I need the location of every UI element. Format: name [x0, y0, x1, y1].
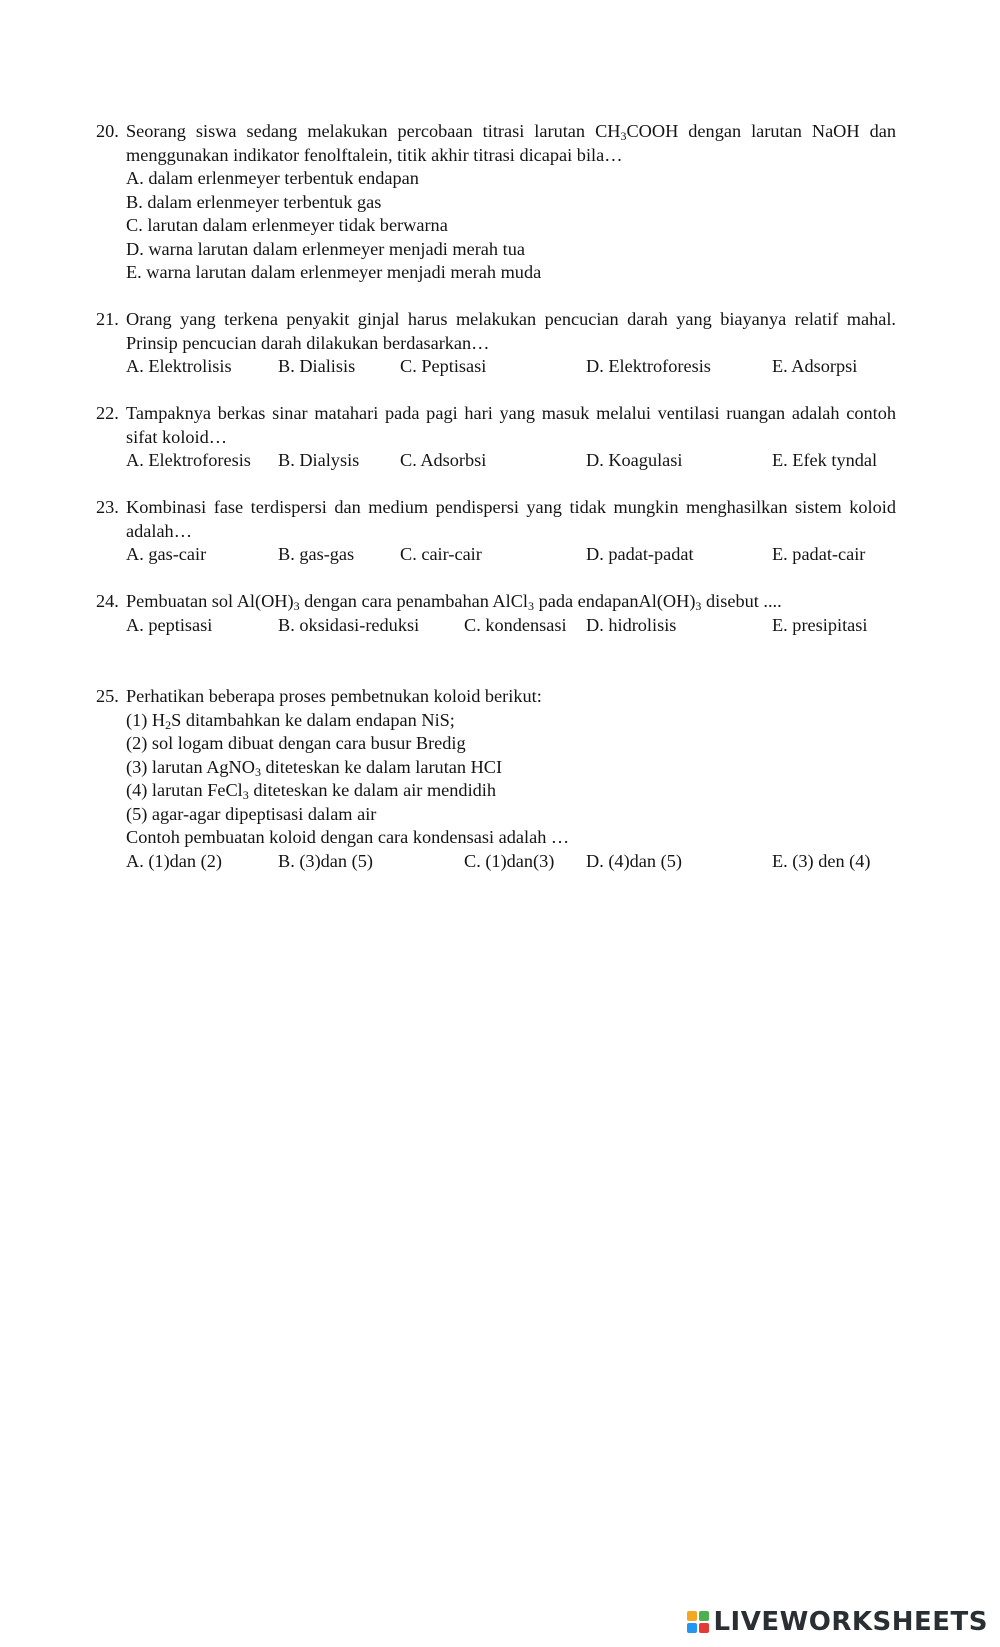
statement-text: (4) larutan FeCl	[126, 780, 243, 800]
option-a[interactable]: A. peptisasi	[126, 614, 213, 635]
options-row	[126, 614, 896, 638]
option-c[interactable]: C. (1)dan(3)	[464, 850, 555, 871]
option-d[interactable]: D. warna larutan dalam erlenmeyer menjadi merah tua	[126, 238, 525, 259]
subscript: 3	[293, 599, 300, 613]
brand-name: LIVEWORKSHEETS	[713, 1607, 988, 1637]
statement-text: (3) larutan AgNO	[126, 756, 255, 777]
options-row	[126, 543, 896, 567]
question-stem: Tampaknya berkas sinar matahari pada pagi hari yang masuk melalui ventilasi ruangan adalah contoh sifat koloid…	[126, 403, 896, 447]
options-row	[126, 355, 896, 379]
option-e[interactable]: E. Adsorpsi	[772, 356, 858, 376]
question-stem: Perhatikan beberapa proses pembetnukan koloid berikut:	[126, 686, 542, 706]
option-e[interactable]: E. warna larutan dalam erlenmeyer menjadi merah muda	[126, 262, 542, 282]
question-stem	[126, 590, 896, 614]
option-b[interactable]: B. dalam erlenmeyer terbentuk gas	[126, 191, 382, 212]
option-b[interactable]: B. oksidasi-reduksi	[278, 614, 420, 635]
statement-4	[96, 779, 896, 803]
question-number: 22.	[96, 403, 119, 423]
option-b[interactable]: B. gas-gas	[278, 544, 355, 564]
statement-2: (2) sol logam dibuat dengan cara busur Bredig	[126, 733, 466, 753]
question-stem	[126, 120, 896, 167]
option-e[interactable]: E. padat-cair	[772, 544, 866, 564]
logo-square-1	[687, 1611, 697, 1621]
option-d[interactable]: D. padat-padat	[586, 544, 694, 564]
question-number: 25.	[96, 686, 119, 706]
option-b[interactable]: B. Dialisis	[278, 356, 356, 376]
subscript: 2	[165, 717, 172, 732]
option-a[interactable]: A. Elektrolisis	[126, 356, 232, 376]
option-c[interactable]: C. cair-cair	[400, 544, 482, 564]
stem-text: Pembuatan sol Al(OH)	[126, 591, 294, 611]
logo-square-4	[699, 1623, 709, 1633]
option-a[interactable]: A. (1)dan (2)	[126, 850, 222, 871]
question-25	[96, 685, 896, 873]
question-number: 20.	[96, 121, 119, 141]
stem-text: Seorang siswa sedang melakukan percobaan titrasi larutan CH	[126, 121, 621, 141]
statement-text: S ditambahkan ke dalam endapan NiS;	[171, 709, 455, 730]
logo-square-3	[687, 1623, 697, 1633]
option-b[interactable]: B. Dialysis	[278, 450, 360, 470]
subscript: 3	[254, 764, 261, 779]
option-e[interactable]: E. Efek tyndal	[772, 450, 878, 470]
option-c[interactable]: C. Peptisasi	[400, 356, 487, 376]
option-d[interactable]: D. Elektroforesis	[586, 356, 711, 376]
logo-grid-icon	[687, 1611, 709, 1633]
option-a[interactable]: A. gas-cair	[126, 544, 207, 564]
option-d[interactable]: D. (4)dan (5)	[586, 850, 682, 871]
liveworksheets-logo	[687, 1607, 988, 1637]
stem-text: COOH dengan larutan NaOH dan menggunakan indikator fenolftalein, titik akhir titrasi dicapai bila…	[126, 121, 896, 165]
option-c[interactable]: C. Adsorbsi	[400, 450, 487, 470]
question-number: 23.	[96, 497, 119, 517]
question-24	[96, 590, 896, 637]
options-row	[126, 449, 896, 473]
options-row	[126, 850, 896, 874]
statement-3	[96, 756, 896, 780]
question-20	[96, 120, 896, 285]
option-c[interactable]: C. kondensasi	[464, 614, 567, 635]
question-stem: Kombinasi fase terdispersi dan medium pendispersi yang tidak mungkin menghasilkan sistem koloid adalah…	[126, 497, 896, 541]
statement-text: (1) H	[126, 709, 166, 730]
question-prompt: Contoh pembuatan koloid dengan cara kondensasi adalah …	[126, 827, 570, 847]
stem-text: dengan cara penambahan AlCl	[299, 591, 528, 611]
question-number: 21.	[96, 309, 119, 329]
option-e[interactable]: E. (3) den (4)	[772, 850, 871, 871]
question-stem: Orang yang terkena penyakit ginjal harus melakukan pencucian darah yang biayanya relatif mahal. Prinsip pencucian darah dilakukan berdasarkan…	[126, 309, 896, 353]
option-a[interactable]: A. dalam erlenmeyer terbentuk endapan	[126, 168, 419, 188]
option-c[interactable]: C. larutan dalam erlenmeyer tidak berwarna	[126, 215, 448, 235]
subscript: 3	[242, 788, 249, 802]
statement-text: diteteskan ke dalam larutan HCI	[260, 756, 503, 777]
statement-text: diteteskan ke dalam air mendidih	[248, 780, 497, 800]
subscript: 3	[695, 599, 702, 613]
statement-5: (5) agar-agar dipeptisasi dalam air	[126, 803, 377, 824]
subscript: 3	[528, 599, 534, 613]
option-a[interactable]: A. Elektroforesis	[126, 450, 251, 470]
question-23	[96, 496, 896, 567]
option-d[interactable]: D. Koagulasi	[586, 450, 683, 470]
stem-text: pada endapanAl(OH)	[534, 591, 696, 611]
stem-text: disebut ....	[701, 591, 782, 611]
option-b[interactable]: B. (3)dan (5)	[278, 850, 373, 871]
option-d[interactable]: D. hidrolisis	[586, 614, 677, 635]
question-21	[96, 308, 896, 379]
question-number: 24.	[96, 591, 119, 611]
question-22	[96, 402, 896, 473]
logo-square-2	[699, 1611, 709, 1621]
option-e[interactable]: E. presipitasi	[772, 614, 868, 635]
statement-1	[96, 709, 896, 733]
subscript: 3	[620, 129, 627, 143]
